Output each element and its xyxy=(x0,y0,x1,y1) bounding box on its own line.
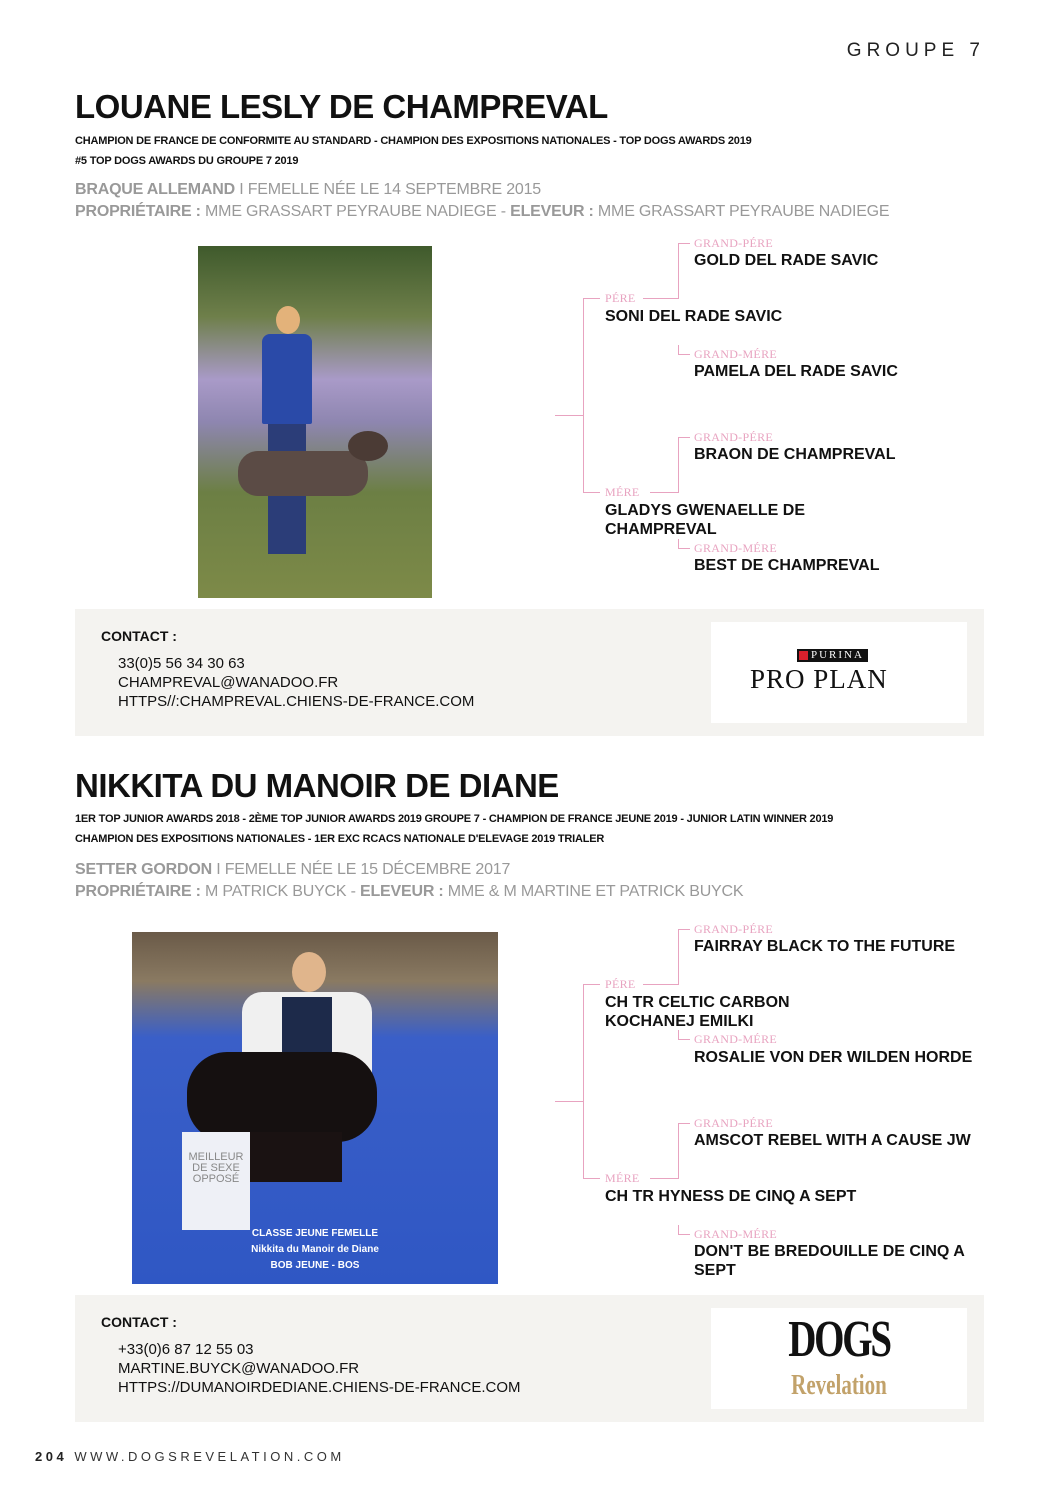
breeder-label: ELEVEUR : xyxy=(510,203,594,220)
grandmother-name: BEST DE CHAMPREVAL xyxy=(694,557,880,574)
pedigree-line xyxy=(678,243,690,244)
grandfather-name: GOLD DEL RADE SAVIC xyxy=(694,252,879,269)
mother-label: MÉRE xyxy=(605,485,640,499)
contact-panel xyxy=(75,1295,984,1422)
awards-line: CHAMPION DES EXPOSITIONS NATIONALES - 1ER EXC RCACS NATIONALE D'ELEVAGE 2019 TRIALER xyxy=(75,833,605,845)
pedigree-line xyxy=(650,1178,678,1179)
father-label: PÉRE xyxy=(605,977,636,991)
grandmother-label: GRAND-MÉRE xyxy=(694,1032,777,1046)
grandmother-label: GRAND-MÉRE xyxy=(694,541,777,555)
page-footer xyxy=(35,1449,345,1464)
mother-label: MÉRE xyxy=(605,1171,640,1185)
contact-phone: +33(0)6 87 12 55 03 xyxy=(118,1341,254,1358)
pedigree-line xyxy=(555,415,583,416)
checkerboard-icon xyxy=(799,651,808,660)
grandfather-label: GRAND-PÉRE xyxy=(694,922,774,936)
pedigree-line xyxy=(583,298,600,299)
pedigree-line xyxy=(555,1101,583,1102)
contact-panel xyxy=(75,609,984,736)
dog-title: NIKKITA DU MANOIR DE DIANE xyxy=(75,767,559,804)
dog-awards xyxy=(75,131,975,171)
grandfather-label: GRAND-PÉRE xyxy=(694,430,774,444)
owner-label: PROPRIÉTAIRE : xyxy=(75,883,201,900)
pedigree-line xyxy=(678,437,679,493)
pedigree-line xyxy=(650,492,678,493)
caption-line: CLASSE JEUNE FEMELLE xyxy=(251,1228,379,1239)
owner-label: PROPRIÉTAIRE : xyxy=(75,203,201,220)
contact-email[interactable]: MARTINE.BUYCK@WANADOO.FR xyxy=(118,1360,360,1377)
group-heading: GROUPE 7 xyxy=(846,40,985,61)
pedigree-line xyxy=(643,984,678,985)
photo-caption xyxy=(132,1226,498,1274)
grandfather-label: GRAND-PÉRE xyxy=(694,1116,774,1130)
breed: BRAQUE ALLEMAND xyxy=(75,181,235,198)
site-url[interactable]: WWW.DOGSREVELATION.COM xyxy=(74,1449,345,1464)
contact-phone: 33(0)5 56 34 30 63 xyxy=(118,655,245,672)
purina-pro-plan-logo: PURINA PRO PLAN xyxy=(711,622,967,723)
father-name: SONI DEL RADE SAVIC xyxy=(605,308,783,325)
pedigree-line xyxy=(678,437,690,438)
dog-title: LOUANE LESLY DE CHAMPREVAL xyxy=(75,88,608,125)
breeder: MME GRASSART PEYRAUBE NADIEGE xyxy=(593,203,890,220)
photo-sign: MEILLEUR DE SEXE OPPOSÉ xyxy=(182,1132,250,1230)
page-number: 204 xyxy=(35,1449,68,1464)
grandmother-name: PAMELA DEL RADE SAVIC xyxy=(694,363,898,380)
grandfather-name: BRAON DE CHAMPREVAL xyxy=(694,446,896,463)
contact-website[interactable]: HTTPS://DUMANOIRDEDIANE.CHIENS-DE-FRANCE.COM xyxy=(118,1379,521,1396)
contact-label: CONTACT : xyxy=(101,628,177,644)
grandmother-label: GRAND-MÉRE xyxy=(694,347,777,361)
pedigree-line xyxy=(678,929,690,930)
birth: I FEMELLE NÉE LE 15 DÉCEMBRE 2017 xyxy=(211,861,511,878)
pedigree-line xyxy=(678,548,690,549)
pedigree-line xyxy=(678,1234,690,1235)
grandmother-label: GRAND-MÉRE xyxy=(694,1227,777,1241)
father-label: PÉRE xyxy=(605,291,636,305)
pedigree-line xyxy=(678,929,679,985)
grandfather-label: GRAND-PÉRE xyxy=(694,236,774,250)
dog-photo xyxy=(132,932,498,1284)
pedigree-line xyxy=(583,984,584,1179)
contact-website[interactable]: HTTPS//:CHAMPREVAL.CHIENS-DE-FRANCE.COM xyxy=(118,693,475,710)
owner: MME GRASSART PEYRAUBE NADIEGE - xyxy=(200,203,511,220)
breeder: MME & M MARTINE ET PATRICK BUYCK xyxy=(443,883,744,900)
grandfather-name: FAIRRAY BLACK TO THE FUTURE xyxy=(694,938,956,955)
grandmother-name: DON'T BE BREDOUILLE DE CINQ A SEPT xyxy=(694,1243,965,1279)
grandfather-name: AMSCOT REBEL WITH A CAUSE JW xyxy=(694,1132,971,1149)
pedigree-line xyxy=(583,492,600,493)
pedigree-line xyxy=(643,298,678,299)
dog-info xyxy=(75,859,743,903)
awards-line: 1ER TOP JUNIOR AWARDS 2018 - 2ÈME TOP JUNIOR AWARDS 2019 GROUPE 7 - CHAMPION DE FRANCE JEUNE 2019 - JUNIOR LATIN WINNER 2019 xyxy=(75,813,834,825)
mother-name: GLADYS GWENAELLE DE CHAMPREVAL xyxy=(605,502,806,538)
pedigree-line xyxy=(583,1178,600,1179)
pedigree-line xyxy=(678,1123,679,1179)
awards-line: #5 TOP DOGS AWARDS DU GROUPE 7 2019 xyxy=(75,155,299,167)
awards-line: CHAMPION DE FRANCE DE CONFORMITE AU STANDARD - CHAMPION DES EXPOSITIONS NATIONALES - TOP DOGS AWARDS 2019 xyxy=(75,135,752,147)
pedigree-line xyxy=(583,984,600,985)
dog-awards xyxy=(75,809,975,849)
dog-info xyxy=(75,179,889,223)
birth: I FEMELLE NÉE LE 14 SEPTEMBRE 2015 xyxy=(234,181,541,198)
pedigree-line xyxy=(678,1039,690,1040)
dog-photo xyxy=(198,246,432,598)
grandmother-name: ROSALIE VON DER WILDEN HORDE xyxy=(694,1049,973,1066)
owner: M PATRICK BUYCK - xyxy=(200,883,360,900)
contact-email[interactable]: CHAMPREVAL@WANADOO.FR xyxy=(118,674,339,691)
pedigree-line xyxy=(678,1123,690,1124)
dogs-revelation-logo: DOGS Revelation xyxy=(711,1308,967,1409)
breeder-label: ELEVEUR : xyxy=(360,883,444,900)
pedigree-line xyxy=(678,354,690,355)
breed: SETTER GORDON xyxy=(75,861,212,878)
mother-name: CH TR HYNESS DE CINQ A SEPT xyxy=(605,1188,857,1205)
pedigree-line xyxy=(678,243,679,299)
pedigree-line xyxy=(583,298,584,493)
caption-line: Nikkita du Manoir de Diane xyxy=(251,1244,379,1255)
contact-label: CONTACT : xyxy=(101,1314,177,1330)
father-name: CH TR CELTIC CARBON KOCHANEJ EMILKI xyxy=(605,994,790,1030)
caption-line: BOB JEUNE - BOS xyxy=(270,1260,360,1271)
